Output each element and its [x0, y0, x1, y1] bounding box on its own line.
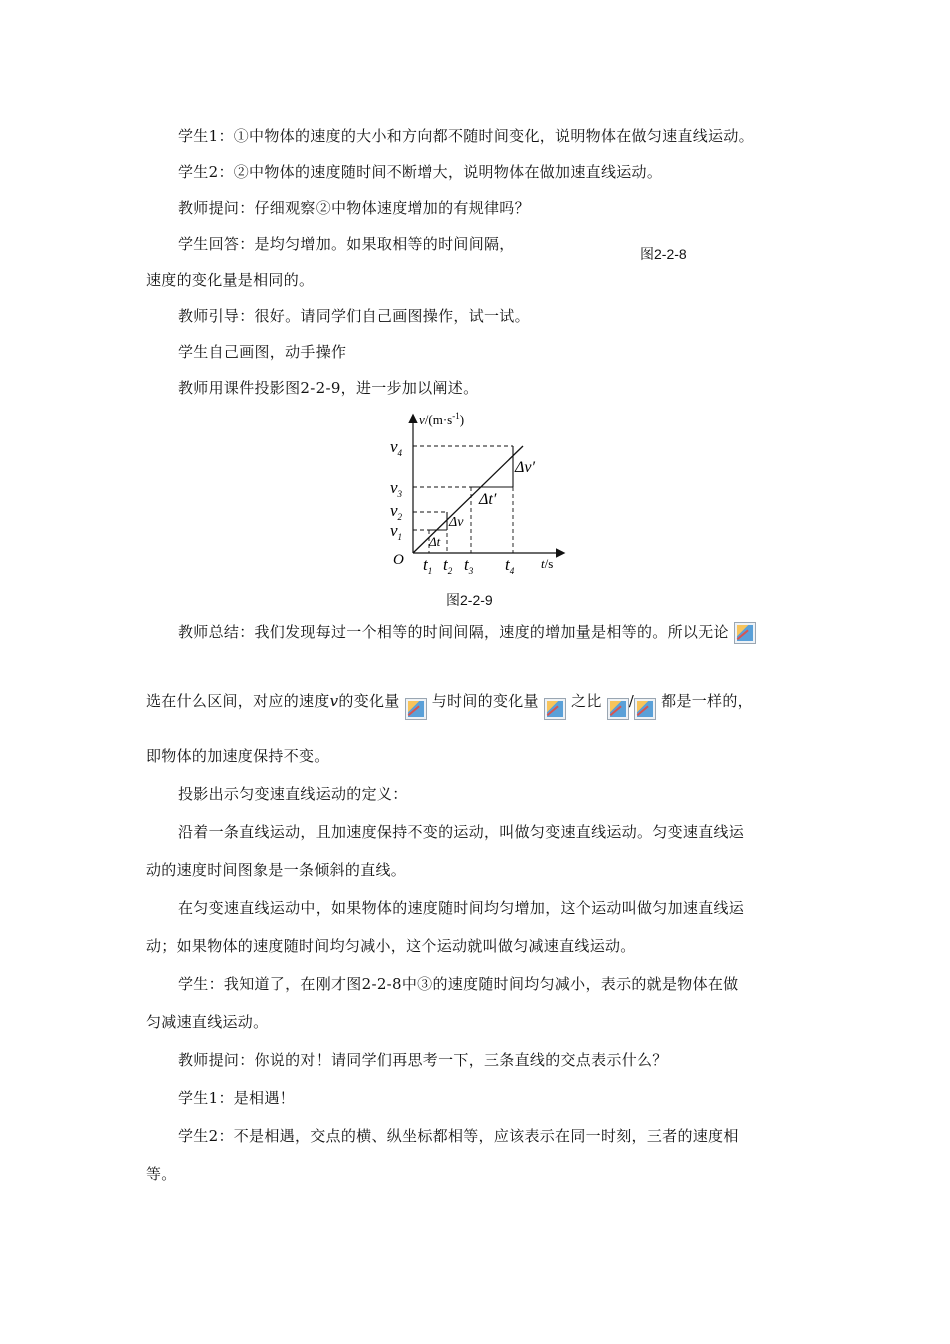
- tick-label-v1: $v_1$: [390, 521, 403, 542]
- tick-label-t4: $t_4$: [505, 555, 515, 576]
- broken-image-icon: [634, 698, 656, 720]
- tick-label-t3: $t_3$: [464, 555, 474, 576]
- tick-label-t1: $t_1$: [423, 555, 433, 576]
- delta-v-prime-label: Δv′: [515, 459, 535, 476]
- broken-image-icon: [405, 698, 427, 720]
- origin-label: O: [393, 552, 404, 568]
- y-axis-label: $v/(m\cdot s^{-1})$: [419, 411, 465, 427]
- paragraph-student2: 学生2：②中物体的速度随时间不断增大，说明物体在做加速直线运动。: [178, 163, 663, 181]
- paragraph-teacher-question-2: 教师提问：你说的对！请同学们再思考一下，三条直线的交点表示什么？: [178, 1051, 668, 1069]
- delta-t-label: Δt: [429, 534, 441, 549]
- paragraph-student2-answer: 学生2：不是相遇，交点的横、纵坐标都相等，应该表示在同一时刻，三者的速度相: [178, 1127, 739, 1145]
- paragraph-summary-cont: [146, 684, 753, 720]
- paragraph-student1: 学生1：①中物体的速度的大小和方向都不随时间变化，说明物体在做匀速直线运动。: [178, 127, 754, 145]
- vt-graph-figure: [385, 408, 575, 578]
- summary-cont-text-b: 的变化量: [338, 692, 400, 710]
- variable-v: v: [329, 692, 339, 710]
- paragraph-definition-2-cont: 动；如果物体的速度随时间均匀减小，这个运动就叫做匀减速直线运动。: [146, 937, 636, 955]
- delta-t-prime-label: Δt′: [479, 491, 497, 508]
- figure-caption-2-2-8: 图2-2-8: [640, 246, 687, 262]
- summary-cont-text-d: 之比: [571, 692, 602, 710]
- paragraph-student-draw: 学生自己画图，动手操作: [178, 343, 347, 361]
- figure-caption-2-2-9: 图2-2-9: [446, 592, 493, 608]
- slash: /: [628, 692, 635, 710]
- paragraph-projection-definition: 投影出示匀变速直线运动的定义：: [178, 785, 408, 803]
- broken-image-icon: [544, 698, 566, 720]
- summary-cont-text-a: 选在什么区间，对应的速度: [146, 692, 330, 710]
- paragraph-definition-1-cont: 动的速度时间图象是一条倾斜的直线。: [146, 861, 407, 879]
- paragraph-teacher-question: 教师提问：仔细观察②中物体速度增加的有规律吗？: [178, 199, 530, 217]
- broken-image-icon: [607, 698, 629, 720]
- paragraph-definition-2: 在匀变速直线运动中，如果物体的速度随时间均匀增加，这个运动叫做匀加速直线运: [178, 899, 745, 917]
- paragraph-student-realize: 学生：我知道了，在刚才图2-2-8中③的速度随时间均匀减小，表示的就是物体在做: [178, 975, 739, 993]
- paragraph-student1-meet: 学生1：是相遇！: [178, 1089, 295, 1107]
- broken-image-icon: [734, 622, 756, 644]
- paragraph-student2-answer-cont: 等。: [146, 1165, 177, 1183]
- x-axis-label: t/s: [541, 556, 554, 571]
- paragraph-teacher-summary: [178, 622, 756, 644]
- summary-cont-text-c: 与时间的变化量: [431, 692, 539, 710]
- summary-text: 教师总结：我们发现每过一个相等的时间间隔，速度的增加量是相等的。所以无论: [178, 623, 729, 641]
- delta-v-label: Δv: [449, 515, 464, 530]
- paragraph-student-realize-cont: 匀减速直线运动。: [146, 1013, 269, 1031]
- paragraph-teacher-guide: 教师引导：很好。请同学们自己画图操作，试一试。: [178, 307, 530, 325]
- paragraph-teacher-projection: 教师用课件投影图2-2-9，进一步加以阐述。: [178, 379, 479, 397]
- summary-cont-text-e: 都是一样的，: [661, 692, 753, 710]
- tick-label-v2: $v_2$: [390, 501, 403, 522]
- paragraph-definition-1: 沿着一条直线运动，且加速度保持不变的运动，叫做匀变速直线运动。匀变速直线运: [178, 823, 745, 841]
- tick-label-v3: $v_3$: [390, 478, 403, 499]
- paragraph-student-answer: 学生回答：是均匀增加。如果取相等的时间间隔，: [178, 235, 515, 253]
- paragraph-student-answer-cont: 速度的变化量是相同的。: [146, 271, 315, 289]
- tick-label-v4: $v_4$: [390, 437, 403, 458]
- tick-label-t2: $t_2$: [443, 555, 453, 576]
- paragraph-acceleration-constant: 即物体的加速度保持不变。: [146, 747, 330, 765]
